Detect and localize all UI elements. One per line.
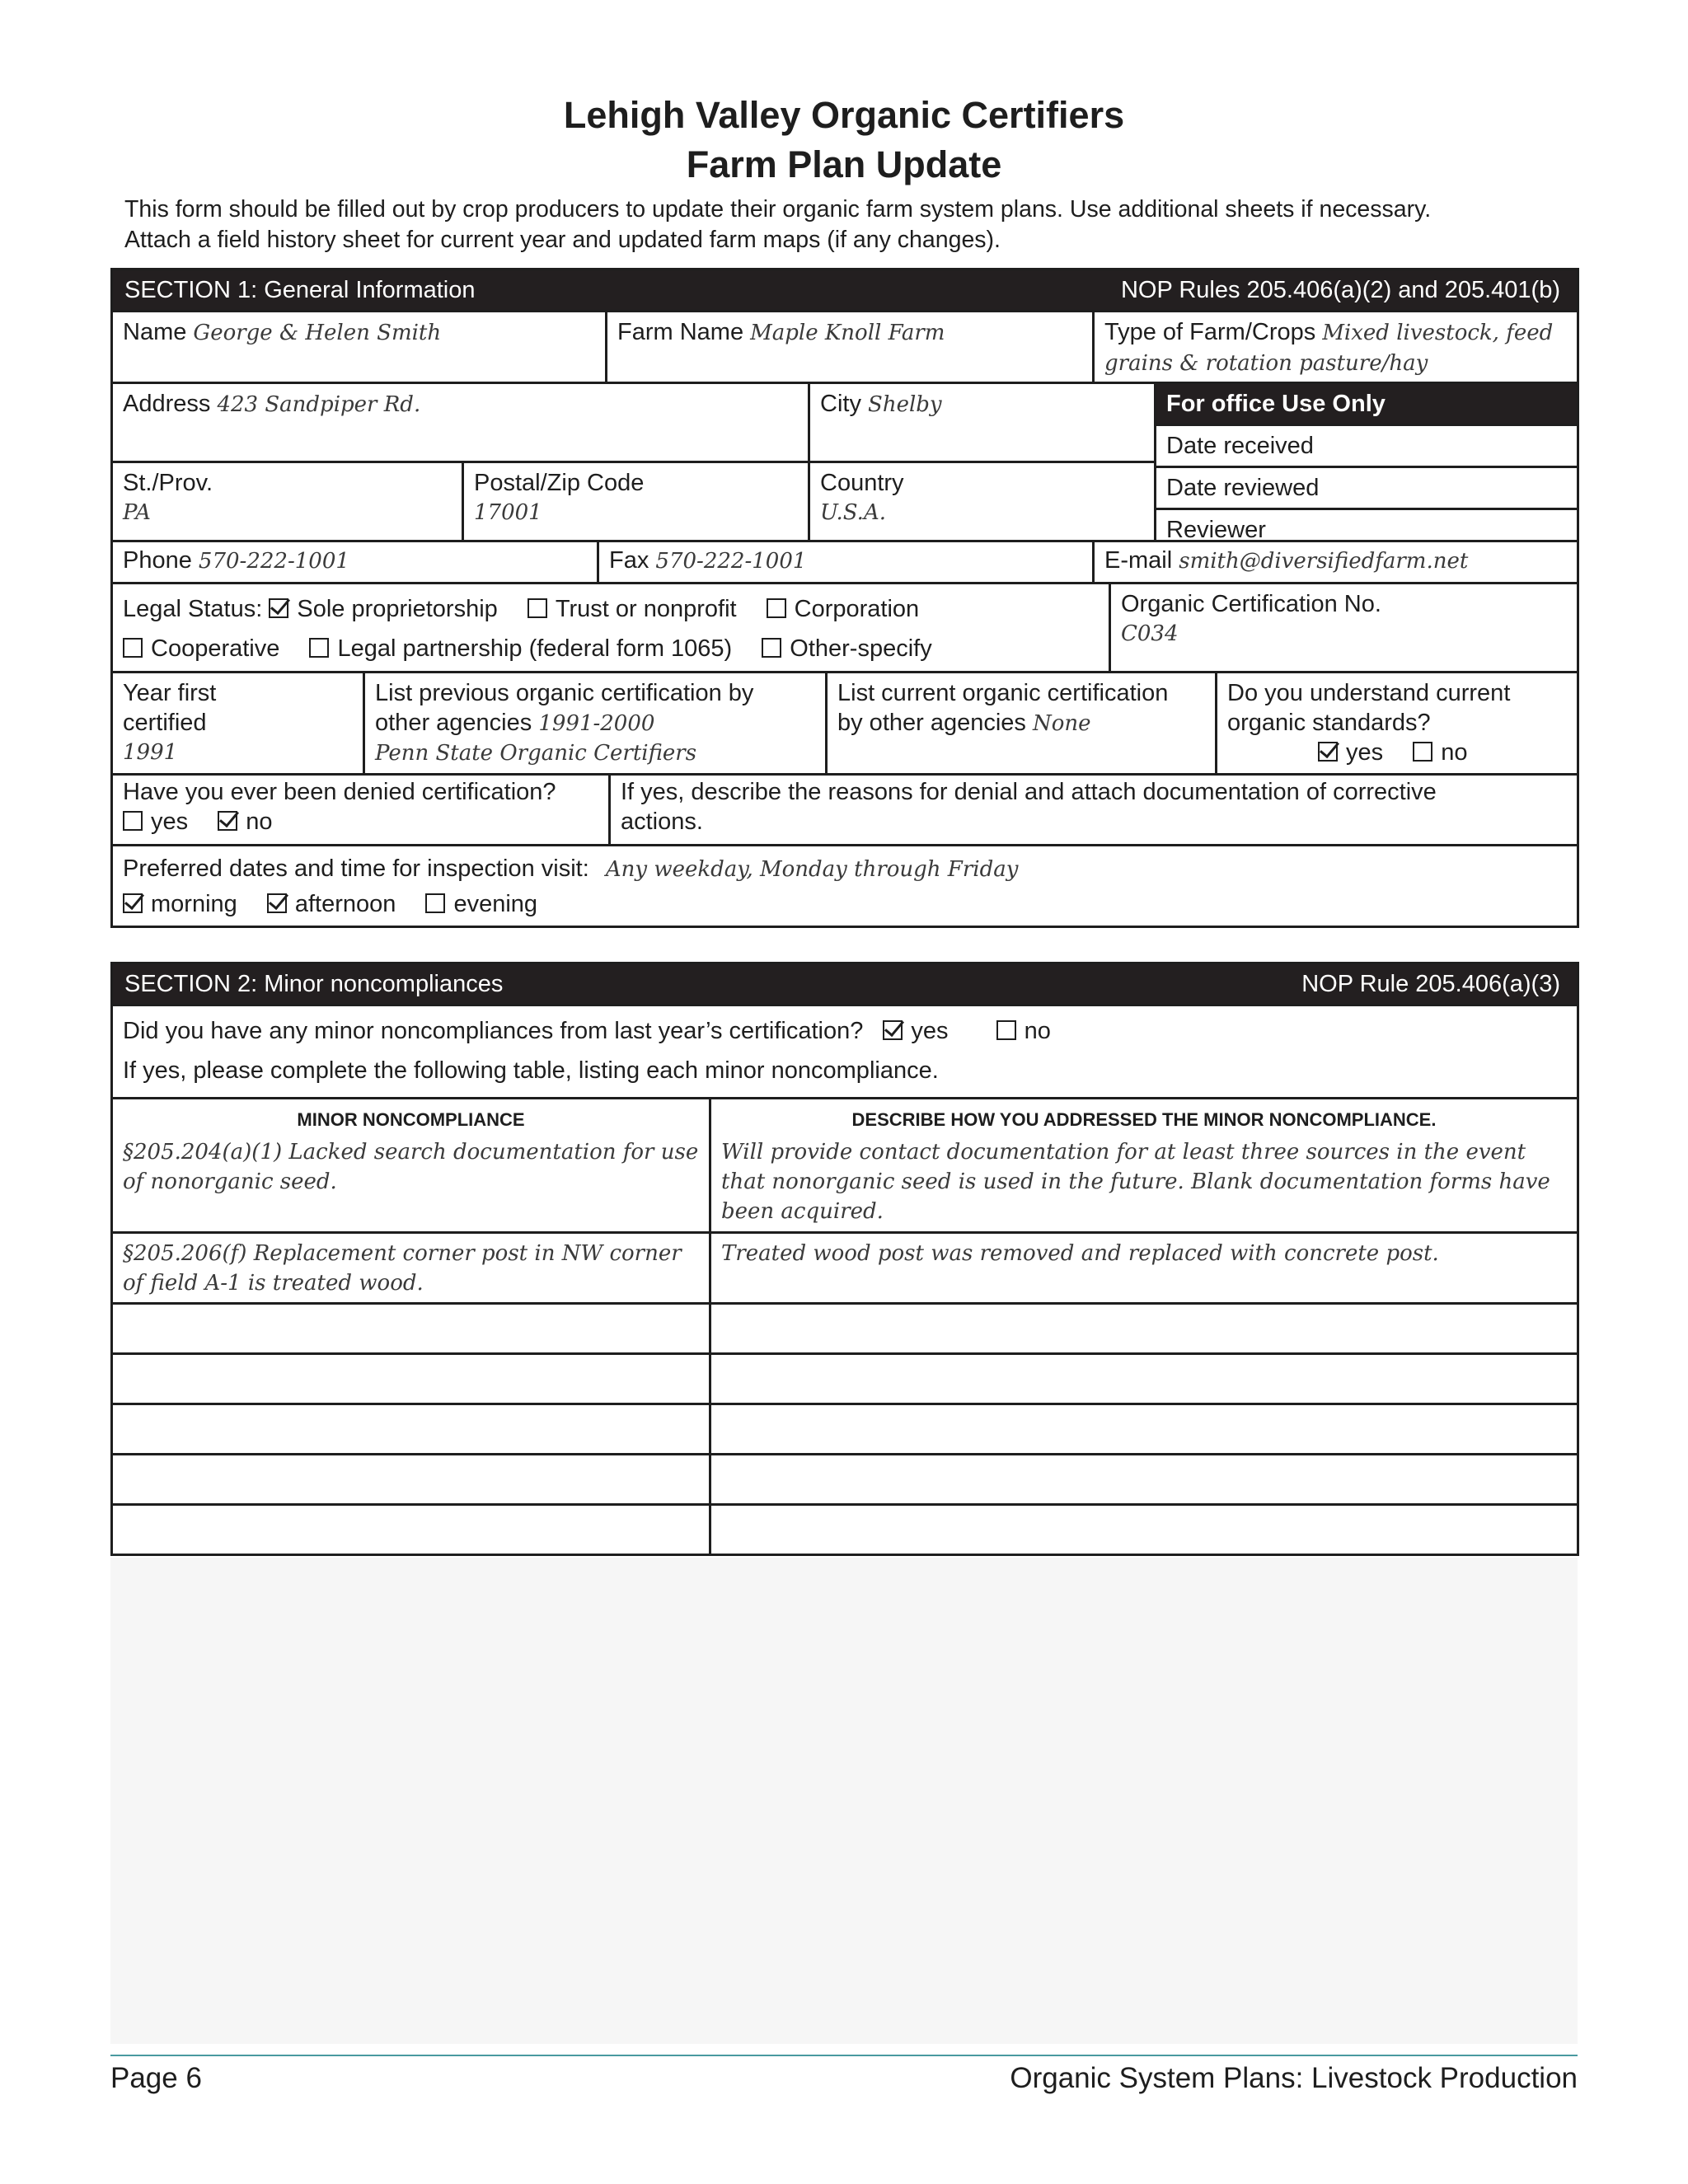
inspection-pref-label: Preferred dates and time for inspection visit: (123, 855, 589, 882)
farm-type-value-2: grains & rotation pasture/hay (1104, 351, 1428, 376)
col-addressed: DESCRIBE HOW YOU ADDRESSED THE MINOR NONCOMPLIANCE. (709, 1099, 1577, 1132)
table-row (113, 1503, 1577, 1554)
checkbox-icon[interactable] (528, 598, 547, 618)
noncompliance-yes-option[interactable]: yes (883, 1011, 948, 1051)
addressed-cell[interactable] (709, 1455, 1577, 1503)
table-row (113, 1132, 1577, 1231)
table-row (113, 1403, 1577, 1453)
addressed-cell[interactable] (709, 1305, 1577, 1352)
office-date-received: Date received (1156, 424, 1577, 466)
checkbox-icon[interactable] (1413, 742, 1432, 762)
section-general-information (110, 268, 1579, 928)
legal-partner-option[interactable]: Legal partnership (federal form 1065) (309, 629, 732, 668)
cert-number-field[interactable]: Organic Certification No. C034 (1109, 584, 1577, 671)
noncompliance-cell[interactable] (113, 1355, 709, 1403)
document-title: Organic System Plans: Livestock Production (1010, 2062, 1578, 2094)
checkbox-icon[interactable] (425, 893, 445, 913)
city-value: Shelby (868, 392, 942, 417)
office-use-header: For office Use Only (1156, 384, 1577, 424)
section-minor-noncompliances (110, 962, 1579, 1556)
legal-trust-option[interactable]: Trust or nonprofit (528, 589, 737, 629)
contact-row (113, 540, 1577, 582)
col-minor-noncompliance: MINOR NONCOMPLIANCE (297, 1109, 525, 1130)
checkbox-checked-icon[interactable] (883, 1020, 903, 1040)
country-field[interactable]: Country U.S.A. (808, 463, 1154, 540)
table-row (113, 1231, 1577, 1302)
office-reviewer: Reviewer (1156, 508, 1577, 550)
address-block (113, 382, 1577, 543)
address-field[interactable]: Address 423 Sandpiper Rd. (123, 391, 421, 417)
checkbox-checked-icon[interactable] (269, 598, 288, 618)
state-row (113, 461, 1154, 540)
year-certified-value: 1991 (123, 740, 178, 765)
inspection-pref-field[interactable] (113, 846, 1577, 926)
section2-title: SECTION 2: Minor noncompliances (124, 970, 504, 997)
page-number: Page 6 (110, 2062, 202, 2094)
zip-value: 17001 (474, 500, 542, 525)
checkbox-icon[interactable] (123, 638, 143, 658)
email-value: smith@diversifiedfarm.net (1179, 549, 1469, 574)
address-left (113, 384, 1154, 540)
section1-rules: NOP Rules 205.406(a)(2) and 205.401(b) (1120, 276, 1560, 303)
current-cert-value: None (1033, 711, 1091, 736)
understand-standards-field: Do you understand current organic standards? yes no (1215, 673, 1577, 773)
noncompliance-cell[interactable]: §205.206(f) Replacement corner post in NW corner of field A-1 is treated wood. (123, 1241, 682, 1296)
noncompliance-table-header (113, 1097, 1577, 1132)
background-shade (110, 1558, 1578, 2044)
fax-value: 570-222-1001 (655, 549, 807, 574)
previous-cert-agency: Penn State Organic Certifiers (375, 741, 697, 766)
name-row (113, 310, 1577, 382)
office-use-box (1154, 384, 1577, 543)
legal-status-field (113, 584, 1109, 671)
checkbox-icon[interactable] (762, 638, 781, 658)
email-field[interactable]: E-mail smith@diversifiedfarm.net (1092, 542, 1577, 582)
afternoon-option[interactable]: afternoon (267, 887, 396, 921)
addressed-cell[interactable]: Will provide contact documentation for at least three sources in the event that nonorganic seed is used in the future. Blank documentation forms have been acquired. (709, 1132, 1577, 1231)
noncompliance-cell[interactable]: §205.204(a)(1) Lacked search documentation for use of nonorganic seed. (123, 1140, 699, 1194)
table-row (113, 1453, 1577, 1503)
checkbox-icon[interactable] (996, 1020, 1016, 1040)
address-value: 423 Sandpiper Rd. (217, 392, 421, 417)
noncompliance-cell[interactable] (113, 1506, 709, 1554)
noncompliance-no-option[interactable]: no (996, 1011, 1051, 1051)
state-value: PA (123, 500, 151, 525)
farm-type-field[interactable]: Type of Farm/Crops Mixed livestock, feed grains & rotation pasture/hay (1092, 312, 1577, 382)
intro-text (124, 194, 1575, 255)
legal-coop-option[interactable]: Cooperative (123, 629, 279, 668)
section1-title: SECTION 1: General Information (124, 276, 476, 303)
farm-name-value: Maple Knoll Farm (750, 321, 945, 345)
morning-option[interactable]: morning (123, 887, 237, 921)
page-subtitle: Farm Plan Update (686, 143, 1002, 185)
legal-status-row (113, 582, 1577, 671)
cert-number-value: C034 (1121, 621, 1179, 646)
noncompliance-cell[interactable] (113, 1405, 709, 1453)
phone-field[interactable]: Phone 570-222-1001 (123, 547, 349, 574)
checkbox-checked-icon[interactable] (1318, 742, 1338, 762)
noncompliance-cell[interactable] (113, 1455, 709, 1503)
addressed-cell[interactable] (709, 1405, 1577, 1453)
evening-option[interactable]: evening (425, 887, 537, 921)
phone-value: 570-222-1001 (198, 549, 349, 574)
legal-sole-option[interactable]: Sole proprietorship (269, 589, 497, 629)
year-certified-field[interactable]: Year first certified 1991 (113, 673, 363, 773)
denied-yes-option[interactable]: yes (123, 807, 188, 837)
checkbox-icon[interactable] (123, 811, 143, 831)
noncompliance-question: Did you have any minor noncompliances from last year’s certification? yes no If yes, please complete the following table, listing each minor noncompliance. (113, 1006, 1577, 1097)
legal-corp-option[interactable]: Corporation (767, 589, 920, 629)
legal-status-label: Legal Status: (123, 596, 263, 622)
office-date-reviewed: Date reviewed (1156, 466, 1577, 508)
state-field[interactable]: St./Prov. PA (113, 463, 462, 540)
denied-no-option[interactable]: no (218, 807, 272, 837)
footer-divider (110, 2055, 1578, 2056)
noncompliance-instruction: If yes, please complete the following table, listing each minor noncompliance. (123, 1057, 939, 1084)
checkbox-checked-icon[interactable] (267, 893, 287, 913)
section2-rule: NOP Rule 205.406(a)(3) (1301, 970, 1560, 997)
name-field[interactable]: Name George & Helen Smith (123, 319, 442, 345)
address-row (113, 384, 1154, 461)
understand-yes-option[interactable]: yes (1318, 738, 1383, 767)
denied-row (113, 773, 1577, 844)
farm-name-field[interactable]: Farm Name Maple Knoll Farm (605, 312, 1092, 382)
farm-type-value-1: Mixed livestock, feed (1322, 321, 1554, 345)
previous-cert-years: 1991-2000 (538, 711, 655, 736)
section2-header (113, 964, 1577, 1004)
noncompliance-table-body (113, 1132, 1577, 1554)
fax-field[interactable]: Fax 570-222-1001 (597, 542, 1092, 582)
table-row (113, 1352, 1577, 1403)
current-cert-field[interactable]: List current organic certification by other agencies None (825, 673, 1215, 773)
section1-header (113, 270, 1577, 310)
inspection-pref-row (113, 844, 1577, 926)
checkbox-checked-icon[interactable] (123, 893, 143, 913)
country-value: U.S.A. (820, 500, 886, 525)
intro-line-2: Attach a field history sheet for current year and updated farm maps (if any changes). (124, 227, 1001, 253)
noncompliance-cell[interactable] (113, 1305, 709, 1352)
addressed-cell[interactable] (709, 1355, 1577, 1403)
checkbox-checked-icon[interactable] (218, 811, 237, 831)
previous-cert-field[interactable]: List previous organic certification by other agencies 1991-2000 Penn State Organic Certifiers (363, 673, 825, 773)
name-value: George & Helen Smith (193, 321, 442, 345)
checkbox-icon[interactable] (309, 638, 329, 658)
cert-history-row (113, 671, 1577, 773)
denied-field: Have you ever been denied certification? yes no (123, 779, 556, 835)
table-row (113, 1302, 1577, 1352)
intro-line-1: This form should be filled out by crop producers to update their organic farm system plans. Use additional sheets if necessary. (124, 196, 1432, 223)
page-title: Lehigh Valley Organic Certifiers (563, 94, 1125, 136)
understand-no-option[interactable]: no (1413, 738, 1467, 767)
addressed-cell[interactable] (709, 1506, 1577, 1554)
noncompliance-question-row (113, 1004, 1577, 1097)
checkbox-icon[interactable] (767, 598, 786, 618)
inspection-pref-value: Any weekday, Monday through Friday (605, 857, 1019, 882)
denied-reasons-field[interactable]: If yes, describe the reasons for denial and attach documentation of corrective actions. (608, 776, 1577, 844)
city-field[interactable]: City Shelby (808, 384, 1154, 461)
addressed-cell[interactable]: Treated wood post was removed and replaced with concrete post. (709, 1234, 1577, 1302)
legal-other-option[interactable]: Other-specify (762, 629, 931, 668)
zip-field[interactable]: Postal/Zip Code 17001 (462, 463, 808, 540)
